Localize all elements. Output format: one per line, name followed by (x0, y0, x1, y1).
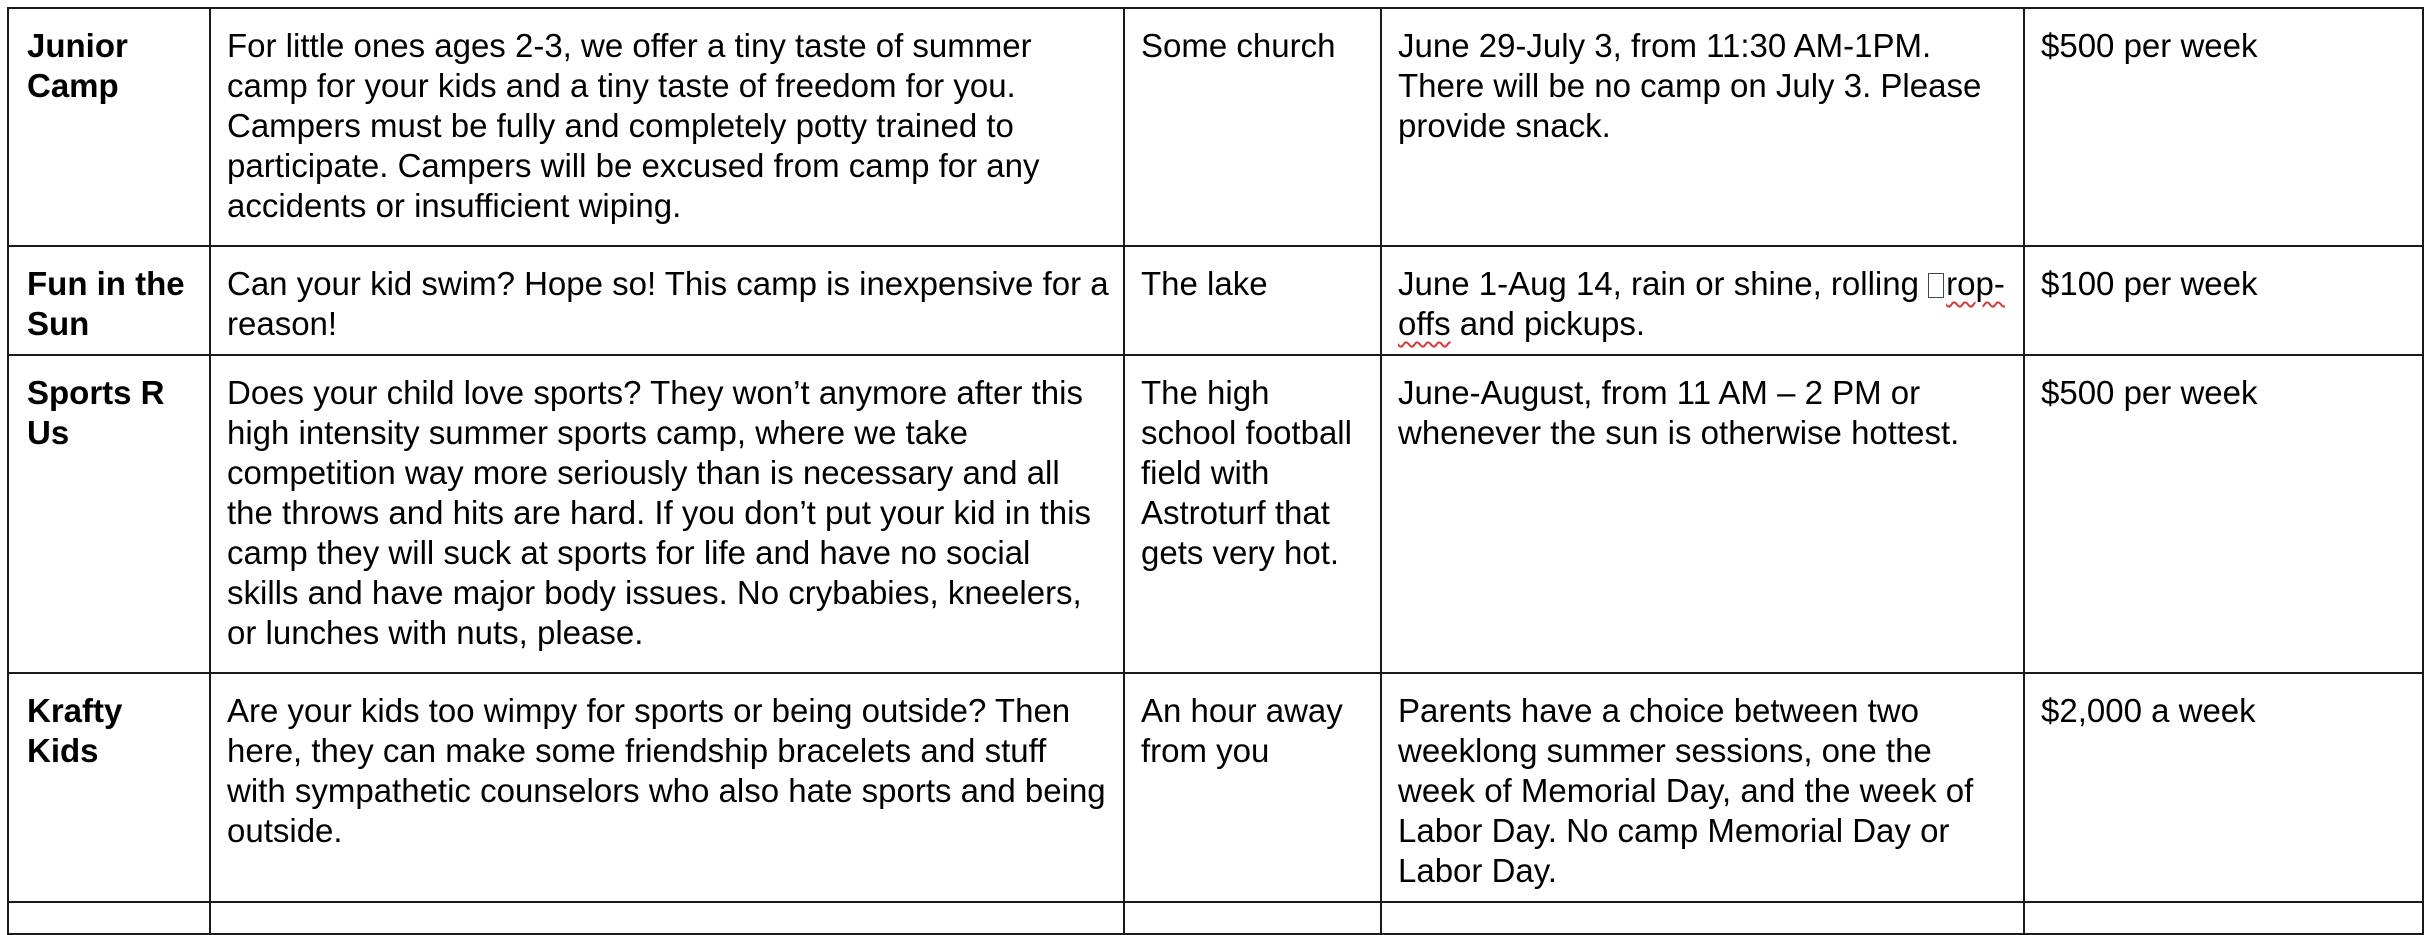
camp-name-cell[interactable]: Fun in the Sun (8, 246, 210, 355)
camp-price-cell[interactable]: $100 per week (2024, 246, 2423, 355)
table-row (8, 8, 2423, 246)
camp-description-cell[interactable]: Are your kids too wimpy for sports or being outside? Then here, they can make some friendship bracelets and stuff with sympathetic counselors who also hate sports and being outside. (210, 673, 1124, 902)
camp-location-cell[interactable]: The high school football field with Astroturf that gets very hot. (1124, 355, 1381, 673)
camp-dates-cell[interactable] (1381, 246, 2024, 355)
camp-description-cell[interactable] (210, 902, 1124, 934)
camp-price-cell[interactable]: $2,000 a week (2024, 673, 2423, 902)
camp-name-cell[interactable] (8, 902, 210, 934)
table-row (8, 673, 2423, 902)
camp-description-cell[interactable]: For little ones ages 2-3, we offer a tiny taste of summer camp for your kids and a tiny taste of freedom for you. Campers must be fully and completely potty trained to participate. Campers will be excused from camp for any accidents or insufficient wiping. (210, 8, 1124, 246)
table-row (8, 902, 2423, 934)
table-row (8, 355, 2423, 673)
dates-text-tail: and pickups. (1450, 305, 1646, 342)
camp-description-cell[interactable]: Can your kid swim? Hope so! This camp is inexpensive for a reason! (210, 246, 1124, 355)
camp-location-cell[interactable]: The lake (1124, 246, 1381, 355)
camp-dates-cell[interactable]: June 29-July 3, from 11:30 AM-1PM. There will be no camp on July 3. Please provide snack. (1381, 8, 2024, 246)
camp-location-cell[interactable]: An hour away from you (1124, 673, 1381, 902)
dates-text: June 1-Aug 14, rain or shine, rolling (1398, 265, 1929, 302)
camp-name-cell[interactable]: Krafty Kids (8, 673, 210, 902)
camp-dates-cell[interactable] (1381, 902, 2024, 934)
camp-price-cell[interactable]: $500 per week (2024, 8, 2423, 246)
camp-price-cell[interactable] (2024, 902, 2423, 934)
camp-location-cell[interactable]: Some church (1124, 8, 1381, 246)
camp-location-cell[interactable] (1124, 902, 1381, 934)
camp-schedule-table (7, 7, 2424, 935)
camp-description-cell[interactable]: Does your child love sports? They won’t anymore after this high intensity summer sports camp, where we take competition way more seriously than is necessary and all the throws and hits are hard. If you don’t put your kid in this camp they will suck at sports for life and have no social skills and have major body issues. No crybabies, kneelers, or lunches with nuts, please. (210, 355, 1124, 673)
table-row (8, 246, 2423, 355)
camp-name-cell[interactable]: Junior Camp (8, 8, 210, 246)
camp-price-cell[interactable]: $500 per week (2024, 355, 2423, 673)
spelling-flagged-word[interactable]: rop-offs (1398, 265, 2005, 342)
camp-dates-cell[interactable]: June-August, from 11 AM – 2 PM or whenever the sun is otherwise hottest. (1381, 355, 2024, 673)
camp-dates-cell[interactable]: Parents have a choice between two weeklong summer sessions, one the week of Memorial Day, and the week of Labor Day. No camp Memorial Day or Labor Day. (1381, 673, 2024, 902)
missing-glyph-icon (1928, 273, 1944, 298)
camp-name-cell[interactable]: Sports R Us (8, 355, 210, 673)
